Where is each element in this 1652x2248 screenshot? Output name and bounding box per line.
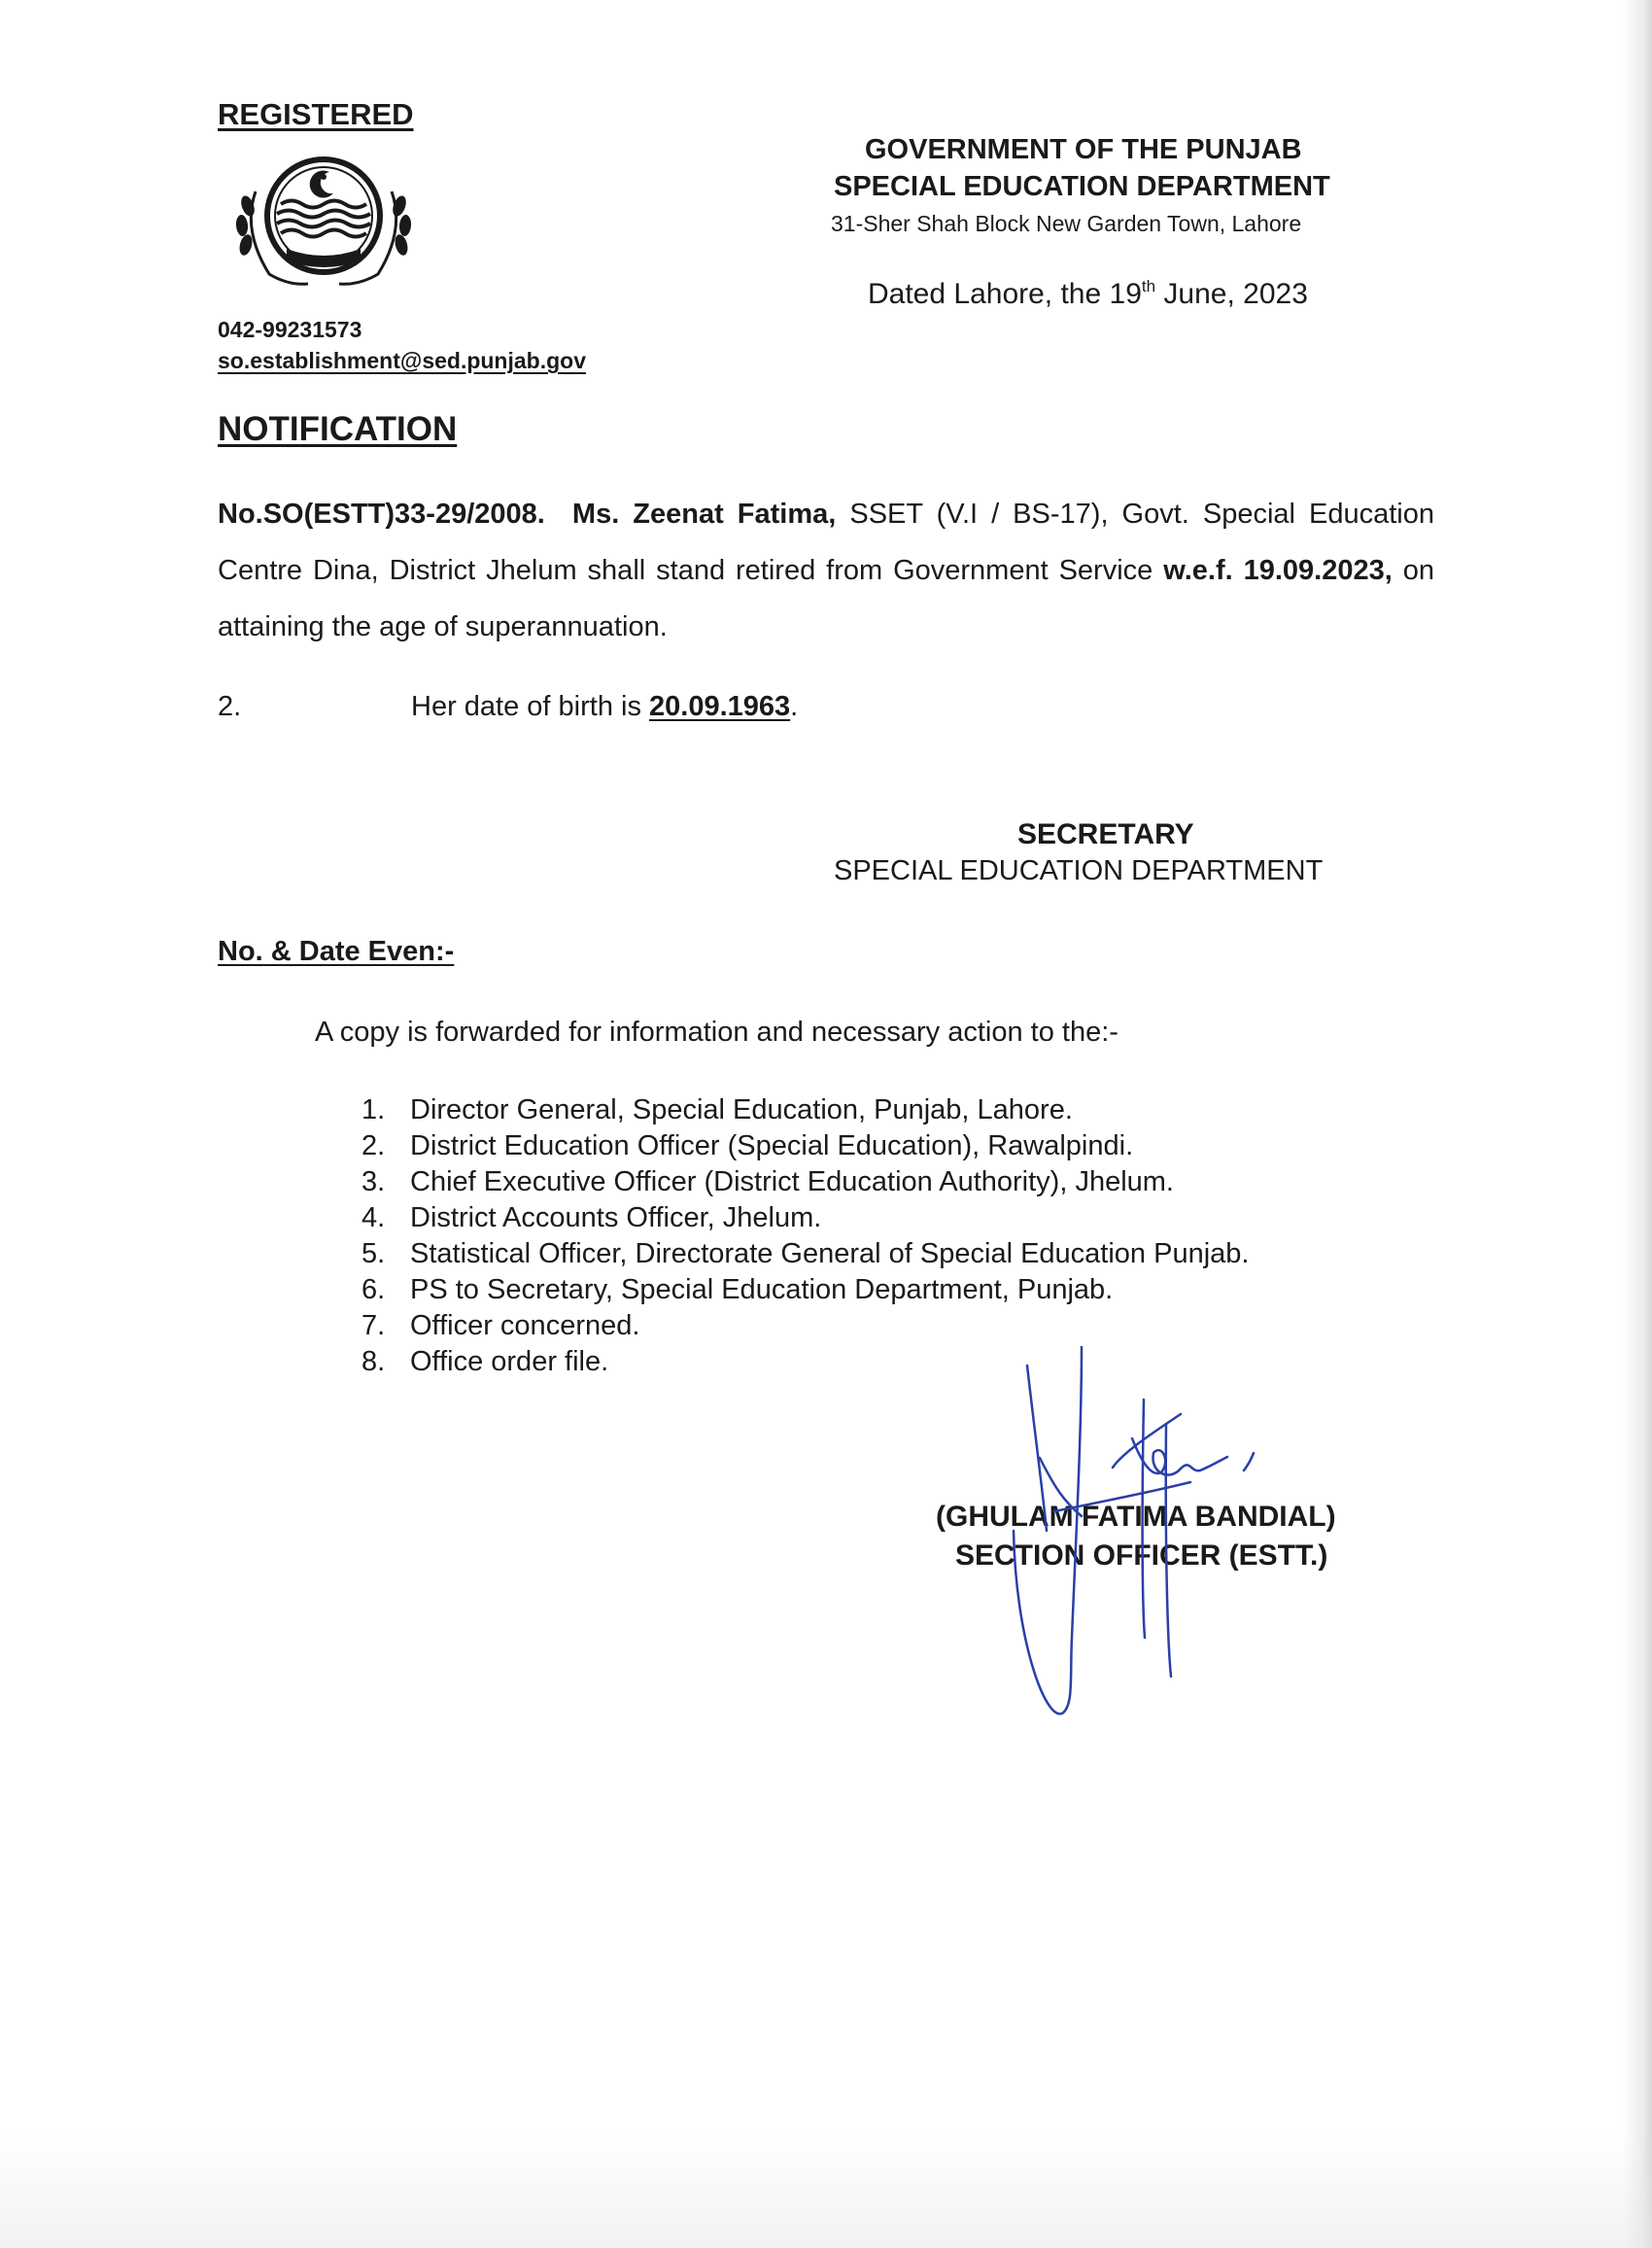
distribution-list: [361, 1092, 1249, 1380]
phone-number: 042-99231573: [218, 317, 362, 342]
notification-body-2: on attaining the age of superannuation.: [218, 555, 1434, 642]
secretary-title: SECRETARY: [1017, 818, 1194, 850]
list-item: [361, 1200, 1249, 1236]
list-item-number: 2.: [361, 1130, 386, 1161]
department-address: 31-Sher Shah Block New Garden Town, Lahore: [831, 211, 1302, 236]
copy-forwarded-intro: A copy is forwarded for information and necessary action to the:-: [315, 1017, 1119, 1048]
list-item: [361, 1164, 1249, 1200]
notification-paragraph-2: [411, 691, 798, 723]
list-item-number: 3.: [361, 1166, 386, 1197]
scan-edge-shadow: [1623, 0, 1652, 2248]
notification-number: No.SO(ESTT)33-29/2008.: [218, 499, 545, 530]
dated-prefix: Dated Lahore, the 19: [868, 278, 1142, 310]
notification-heading: NOTIFICATION: [218, 410, 458, 448]
list-item: [361, 1128, 1249, 1164]
dated-ordinal: th: [1141, 277, 1156, 295]
paragraph-2-number: 2.: [218, 691, 242, 722]
list-item-number: 1.: [361, 1094, 386, 1125]
list-item-text: Officer concerned.: [410, 1310, 640, 1341]
dob-label: Her date of birth is: [411, 691, 649, 722]
dob-end: .: [790, 691, 799, 722]
list-item: [361, 1236, 1249, 1272]
scan-bottom-shadow: [0, 2131, 1652, 2248]
no-date-even: No. & Date Even:-: [218, 936, 455, 967]
list-item-number: 7.: [361, 1310, 386, 1341]
list-item-number: 5.: [361, 1238, 386, 1269]
dated-line: [868, 278, 1308, 311]
secretary-department: SPECIAL EDUCATION DEPARTMENT: [834, 855, 1324, 886]
list-item-text: District Education Officer (Special Education), Rawalpindi.: [410, 1130, 1134, 1161]
list-item-text: Chief Executive Officer (District Education Authority), Jhelum.: [410, 1166, 1174, 1197]
list-item: [361, 1272, 1249, 1308]
list-item-text: District Accounts Officer, Jhelum.: [410, 1202, 822, 1233]
employee-name: Ms. Zeenat Fatima,: [571, 499, 837, 530]
signatory-name: (GHULAM FATIMA BANDIAL): [936, 1501, 1336, 1533]
department-title: SPECIAL EDUCATION DEPARTMENT: [834, 171, 1330, 202]
list-item-text: Office order file.: [410, 1346, 609, 1377]
list-item: [361, 1308, 1249, 1344]
signatory-designation: SECTION OFFICER (ESTT.): [955, 1539, 1328, 1572]
list-item-number: 4.: [361, 1202, 386, 1233]
dated-suffix: June, 2023: [1155, 278, 1308, 310]
list-item-number: 6.: [361, 1274, 386, 1305]
effective-date: w.e.f. 19.09.2023,: [1163, 555, 1393, 586]
handwritten-signature-icon: [996, 1346, 1317, 1725]
list-item: [361, 1092, 1249, 1128]
list-item-text: Statistical Officer, Directorate General of Special Education Punjab.: [410, 1238, 1250, 1269]
registered-label: REGISTERED: [218, 97, 414, 131]
notification-body-1: SSET (V.I / BS-17), Govt. Special Education Centre Dina, District Jhelum shall stand retired from Government Service: [218, 499, 1434, 586]
list-item-text: PS to Secretary, Special Education Department, Punjab.: [410, 1274, 1114, 1305]
list-item-text: Director General, Special Education, Punjab, Lahore.: [410, 1094, 1073, 1125]
list-item-number: 8.: [361, 1346, 386, 1377]
punjab-government-emblem-icon: [226, 148, 421, 298]
email-address[interactable]: so.establishment@sed.punjab.gov: [218, 348, 586, 373]
government-title: GOVERNMENT OF THE PUNJAB: [865, 134, 1302, 165]
date-of-birth: 20.09.1963: [649, 691, 791, 722]
notification-paragraph-1: [218, 486, 1434, 655]
